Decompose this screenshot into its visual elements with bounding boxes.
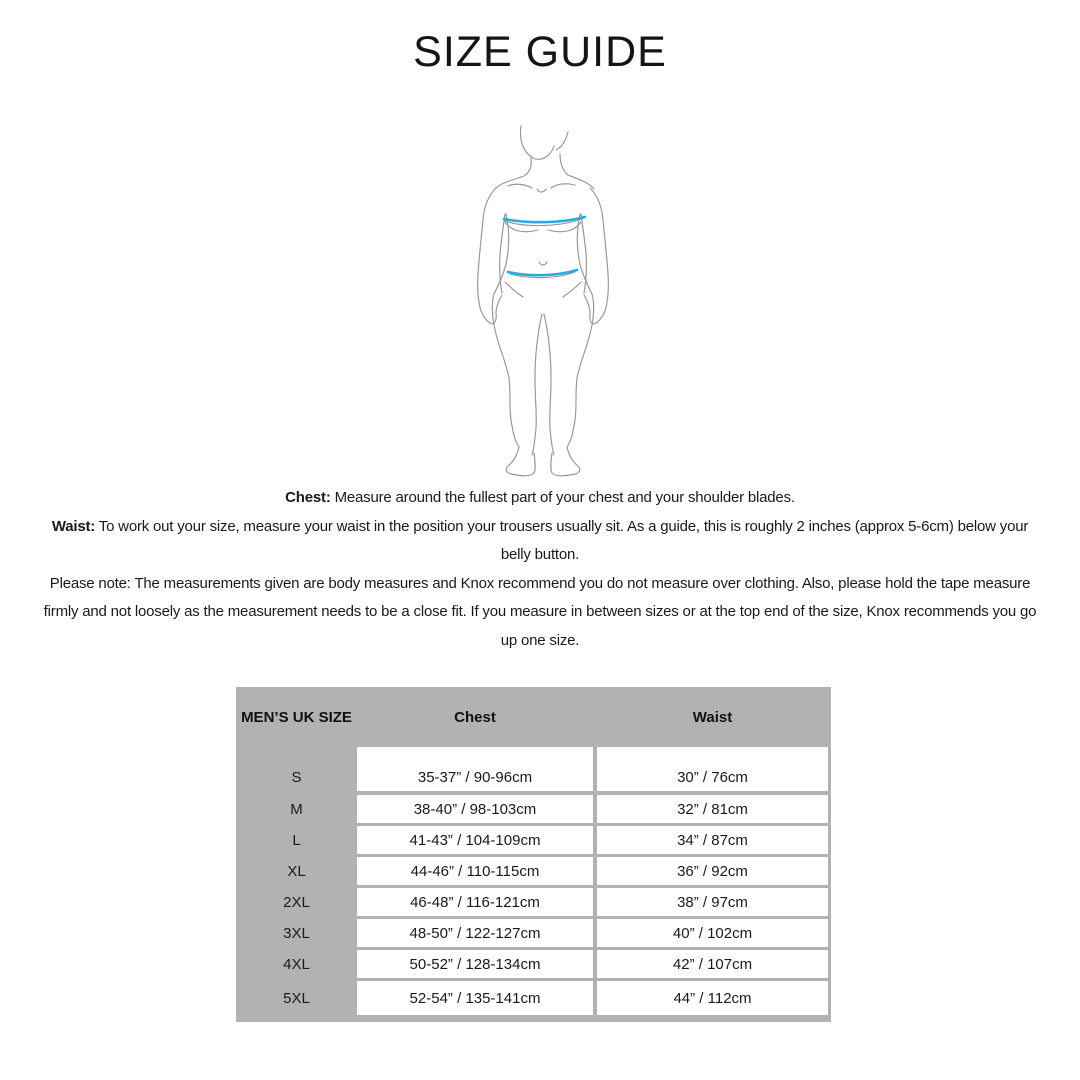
table-body: [236, 747, 831, 1015]
column-header-waist: Waist: [692, 708, 733, 726]
body-outline-figure: [455, 122, 631, 482]
instruction-label: Chest:: [285, 489, 331, 506]
table-header-row: [236, 687, 831, 747]
size-label: 3XL: [283, 924, 310, 942]
table-row-2xl: [236, 888, 831, 916]
instruction-paragraph: [40, 484, 1040, 513]
chest-value: 44-46” / 110-115cm: [357, 857, 593, 885]
measurement-instructions: [40, 484, 1040, 655]
waist-value: 30” / 76cm: [597, 747, 828, 791]
chest-value: 41-43” / 104-109cm: [357, 826, 593, 854]
table-row-xl: [236, 857, 831, 885]
instruction-label: Waist:: [51, 517, 96, 535]
size-label: S: [291, 769, 302, 786]
instruction-text: To work out your size, measure your waist in the position your trousers usually sit. As a guide, this is roughly 2 inches (approx 5-6cm) below your belly button.: [95, 517, 1029, 563]
waist-value: 38” / 97cm: [597, 888, 828, 916]
waist-value: 32” / 81cm: [597, 795, 828, 823]
waist-value: 40” / 102cm: [597, 919, 828, 947]
waist-value: 34” / 87cm: [597, 826, 828, 854]
size-label: 2XL: [283, 893, 310, 911]
chest-value: 48-50” / 122-127cm: [357, 919, 593, 947]
instruction-text: Measure around the fullest part of your chest and your shoulder blades.: [330, 489, 795, 506]
figure-outline: [478, 126, 609, 476]
size-label: 5XL: [283, 989, 310, 1007]
table-row-5xl: [236, 981, 831, 1015]
table-row-4xl: [236, 950, 831, 978]
size-chart-table: [236, 687, 831, 1022]
size-label: XL: [287, 862, 306, 880]
waist-value: 42” / 107cm: [597, 950, 828, 978]
size-label: M: [290, 800, 303, 818]
waist-value: 36” / 92cm: [597, 857, 828, 885]
page-title: SIZE GUIDE: [413, 28, 667, 76]
table-row-s: [236, 747, 831, 791]
size-label: 4XL: [283, 955, 310, 973]
chest-value: 46-48” / 116-121cm: [357, 888, 593, 916]
table-row-m: [236, 795, 831, 823]
waist-value: 44” / 112cm: [597, 981, 828, 1015]
chest-value: 35-37” / 90-96cm: [357, 747, 593, 791]
instruction-paragraph: [40, 513, 1040, 570]
table-row-3xl: [236, 919, 831, 947]
instruction-paragraph: [40, 570, 1040, 656]
male-body-outline-svg: [455, 122, 631, 482]
table-row-l: [236, 826, 831, 854]
chest-value: 52-54” / 135-141cm: [357, 981, 593, 1015]
instruction-text: Please note: The measurements given are body measures and Knox recommend you do not measure over clothing. Also, please hold the tape measure firmly and not loosely as the measurement needs to be a close fit. If you measure in between sizes or at the top end of the size, Knox recommends you go up one size.: [43, 574, 1037, 649]
size-label: L: [292, 831, 301, 849]
column-header-size: MEN’S UK SIZE: [241, 708, 352, 726]
chest-value: 50-52” / 128-134cm: [357, 950, 593, 978]
column-header-chest: Chest: [454, 708, 496, 726]
chest-value: 38-40” / 98-103cm: [357, 795, 593, 823]
